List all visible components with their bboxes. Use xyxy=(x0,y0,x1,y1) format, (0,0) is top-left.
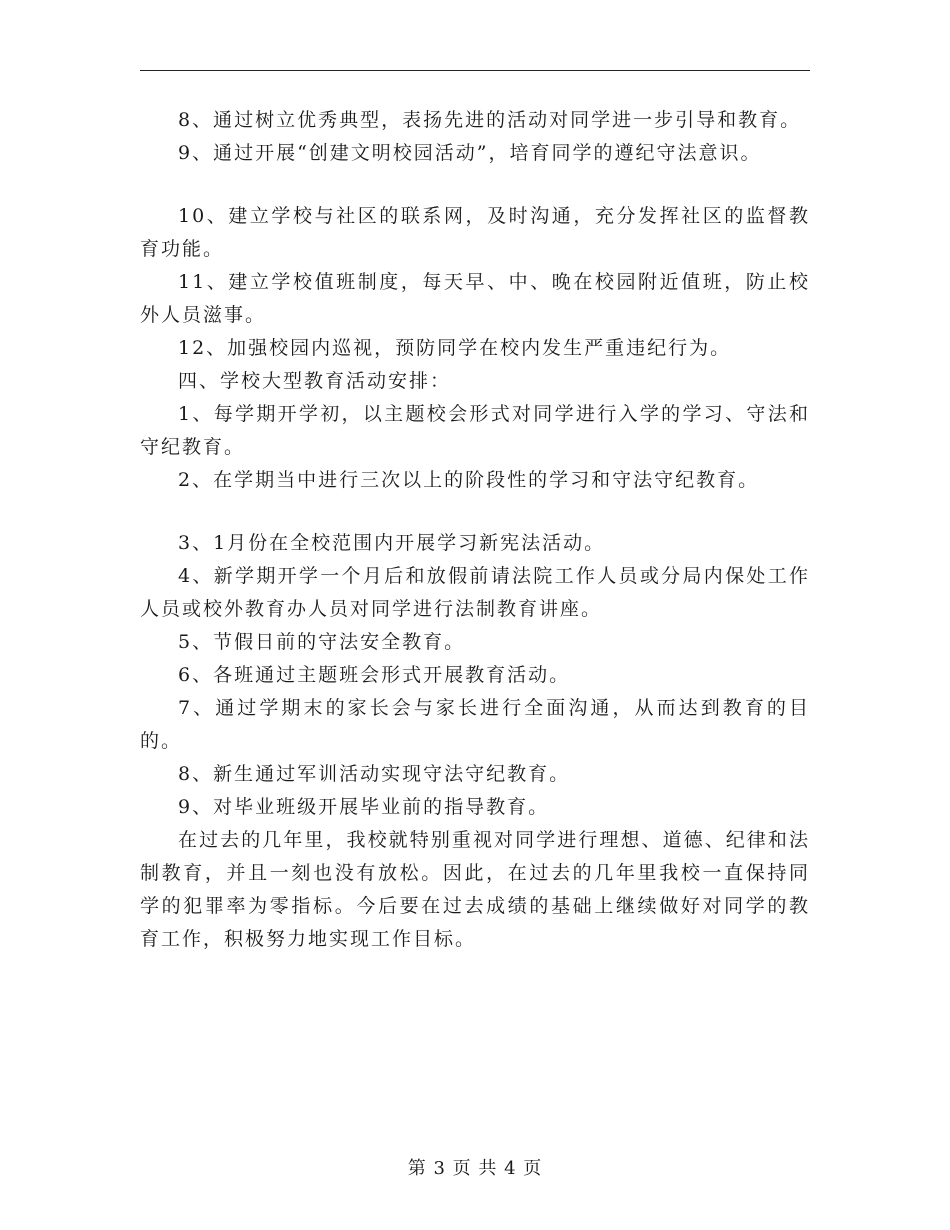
paragraph: 9、通过开展“创建文明校园活动”，培育同学的遵纪守法意识。 xyxy=(178,142,762,164)
page-footer: 第 3 页 共 4 页 xyxy=(407,1158,543,1179)
header-rule xyxy=(140,70,810,71)
paragraph: 4、新学期开学一个月后和放假前请法院工作人员或分局内保处工作人员或校外教育办人员对同学进行法制教育讲座。 xyxy=(140,565,810,620)
paragraph: 12、加强校园内巡视，预防同学在校内发生严重违纪行为。 xyxy=(178,337,732,359)
paragraph: 2、在学期当中进行三次以上的阶段性的学习和守法守纪教育。 xyxy=(178,469,760,491)
paragraph: 1、每学期开学初，以主题校会形式对同学进行入学的学习、守法和守纪教育。 xyxy=(140,403,810,458)
paragraph: 10、建立学校与社区的联系网，及时沟通，充分发挥社区的监督教育功能。 xyxy=(140,205,810,260)
paragraph: 8、新生通过军训活动实现守法守纪教育。 xyxy=(178,763,571,785)
paragraph: 7、通过学期末的家长会与家长进行全面沟通，从而达到教育的目的。 xyxy=(140,697,810,752)
closing-paragraph: 在过去的几年里，我校就特别重视对同学进行理想、道德、纪律和法制教育，并且一刻也没有放松。因此，在过去的几年里我校一直保持同学的犯罪率为零指标。今后要在过去成绩的基础上继续做好对同学的教育工作，积极努力地实现工作目标。 xyxy=(140,829,810,950)
paragraph: 9、对毕业班级开展毕业前的指导教育。 xyxy=(178,796,550,818)
paragraph: 3、1月份在全校范围内开展学习新宪法活动。 xyxy=(178,532,606,554)
document-body xyxy=(140,104,810,956)
paragraph: 5、节假日前的守法安全教育。 xyxy=(178,631,466,653)
paragraph: 11、建立学校值班制度，每天早、中、晚在校园附近值班，防止校外人员滋事。 xyxy=(140,271,810,326)
paragraph: 8、通过树立优秀典型，表扬先进的活动对同学进一步引导和教育。 xyxy=(178,109,802,131)
paragraph: 6、各班通过主题班会形式开展教育活动。 xyxy=(178,664,571,686)
section-heading: 四、学校大型教育活动安排： xyxy=(178,370,452,392)
